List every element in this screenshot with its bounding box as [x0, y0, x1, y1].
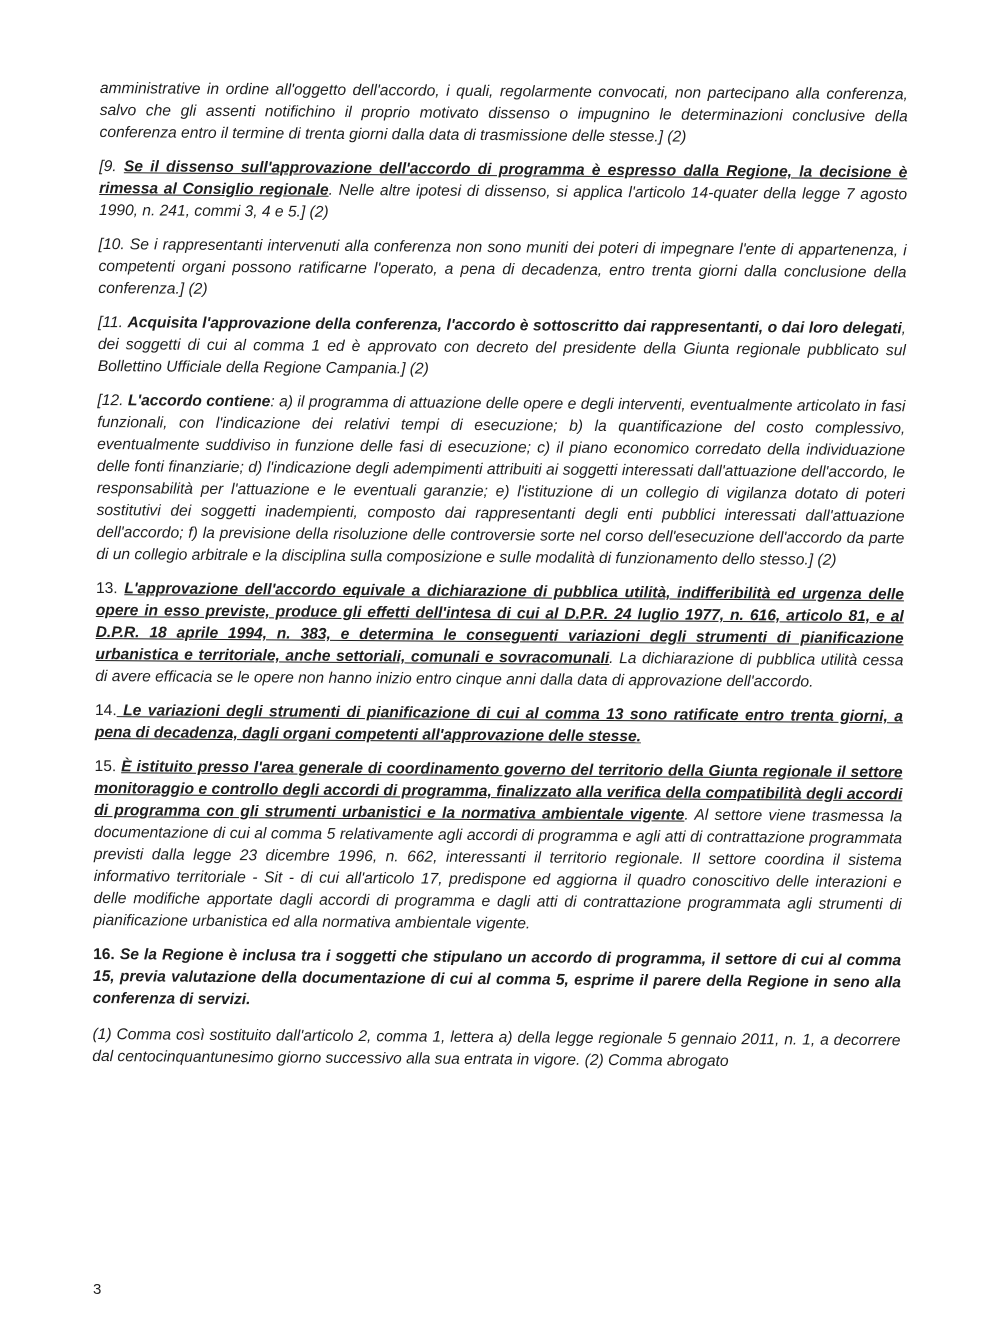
paragraph-9-rest: . Nelle altre ipotesi di dissenso, si applica l'articolo 14-quater della legge 7 agosto 1990, n. 241, commi 3, 4 e 5.] (2): [98, 181, 908, 221]
paragraph-13-prefix: 13.: [95, 579, 125, 598]
paragraph-11-bold: Acquisita l'approvazione della conferenza, l'accordo è sottoscritto dai rappresentanti, o dai loro delegati: [127, 314, 902, 338]
paragraph-15-rest: . Al settore viene trasmessa la documentazione di cui al comma 5 relativamente agli accordi di programma e agli atti di contrattazione programmata previsti dalla legge 23 dicembre 1996, n. 662, interessanti il territorio regionale. Il settore coordina il sistema informativo territoriale - Sit - di cui all'articolo 17, predispone ed aggiorna il quadro conoscitivo delle interazioni e delle modifiche apportate dagli accordi di programma e dagli atti di contrattazione programmata agli strumenti di pianificazione urbanistica ed alla normativa ambientale vigente.: [93, 806, 903, 933]
paragraph-15-underlined: È istituito presso l'area generale di coordinamento governo del territorio della Giunta regionale il settore monitoraggio e controllo degli accordi di programma, finalizzato alla verifica della compatibilità degli accordi di programma con gli strumenti urbanistici e la normativa ambientale vigente: [94, 758, 903, 824]
footnotes-text: (1) Comma così sostituito dall'articolo 2, comma 1, lettera a) della legge regionale 5 gennaio 2011, n. 1, a decorrere dal centocinquantunesimo giorno successivo alla sua entrata in vigore. (2) Comma abrogato: [92, 1025, 901, 1070]
paragraph-11: [98, 312, 906, 384]
paragraph-8: [99, 78, 907, 150]
paragraph-13-underlined: L'approvazione dell'accordo equivale a dichiarazione di pubblica utilità, indifferibilità ed urgenza delle opere in esso previste, produce gli effetti dell'intesa di cui al D.P.R. 24 luglio 1977, n. 616, articolo 81, e al D.P.R. 18 aprile 1994, n. 383, e determina le conseguenti variazioni degli strumenti di pianificazione urbanistica e territoriale, anche settoriali, comunali e sovracomunali: [95, 580, 905, 668]
paragraph-16-bold: Se la Regione è inclusa tra i soggetti che stipulano un accordo di programma, il settore di cui al comma 15, previa valutazione della documentazione di cui al comma 5, esprime il parere della Regione in seno alla conferenza di servizi.: [92, 946, 902, 1009]
paragraph-14-prefix: 14.: [94, 701, 117, 720]
paragraph-15-prefix: 15.: [94, 757, 122, 776]
paragraph-13-rest: . La dichiarazione di pubblica utilità cessa di avere efficacia se le opere non hanno inizio entro cinque anni dalla data di approvazione dell'accordo.: [95, 650, 904, 691]
footnotes: [92, 1024, 900, 1074]
paragraph-12: [96, 390, 905, 572]
paragraph-9: [99, 156, 907, 228]
paragraph-12-prefix: [12.: [97, 391, 128, 410]
paragraph-16: [93, 944, 901, 1016]
paragraph-10-text: [10. Se i rappresentanti intervenuti alla conferenza non sono muniti dei poteri di impegnare l'ente di appartenenza, i competenti organi possono ratificarne l'operato, a pena di decadenza, entro trenta giorni dalla conclusione della conferenza.] (2): [98, 235, 907, 298]
paragraph-9-underlined: Se il dissenso sull'approvazione dell'accordo di programma è espresso dalla Regione, la decisione è rimessa al Consiglio regionale: [99, 158, 908, 199]
document-body: [92, 78, 908, 1086]
paragraph-15: [93, 756, 902, 938]
paragraph-16-prefix: 16.: [93, 945, 120, 964]
paragraph-12-rest: : a) il programma di attuazione delle opere e degli interventi, eventualmente articolato in fasi funzionali, con l'indicazione dei relativi tempi di esecuzione; b) la quantificazione del costo complessivo, eventualmente suddiviso in funzione delle fasi di esecuzione; c) il piano economico corredato della individuazione delle fonti finanziarie; d) l'indicazione degli adempimenti attribuiti ai soggetti interessati dall'attuazione dell'accordo, le responsabilità per l'attuazione e le eventuali garanzie; e) l'istituzione di un collegio di vigilanza dotato di poteri sostitutivi dei soggetti inadempienti, composto dai rappresentanti degli enti pubblici interessati dall'attuazione dell'accordo; f) la previsione della risoluzione delle controversie sorte nel corso dell'esecuzione dell'accordo da parte di un collegio arbitrale e la disciplina sulla composizione e sulle modalità di funzionamento dello stesso.] (2): [96, 393, 906, 569]
paragraph-12-bold: L'accordo contiene: [127, 392, 271, 411]
paragraph-14-underlined: Le variazioni degli strumenti di pianificazione di cui al comma 13 sono ratificate entro trenta giorni, a pena di decadenza, dagli organi competenti all'approvazione delle stesse.: [94, 702, 904, 746]
paragraph-14: [95, 700, 903, 750]
paragraph-8-text: amministrative in ordine all'oggetto dell'accordo, i quali, regolarmente convocati, non partecipano alla conferenza, salvo che gli assenti notifichino il proprio motivato dissenso o impugnino le determinazioni conclusive della conferenza entro il termine di trenta giorni dalla data di trasmissione delle stesse.] (2): [99, 79, 908, 146]
paragraph-10: [98, 234, 906, 306]
page-number: 3: [93, 1281, 102, 1298]
paragraph-9-prefix: [9.: [99, 157, 124, 176]
paragraph-13: [95, 578, 904, 694]
paragraph-11-rest: , dei soggetti di cui al comma 1 ed è approvato con decreto del presidente della Giunta regionale pubblicato sul Bollettino Ufficiale della Regione Campania.] (2): [97, 320, 907, 378]
paragraph-11-prefix: [11.: [98, 313, 128, 332]
